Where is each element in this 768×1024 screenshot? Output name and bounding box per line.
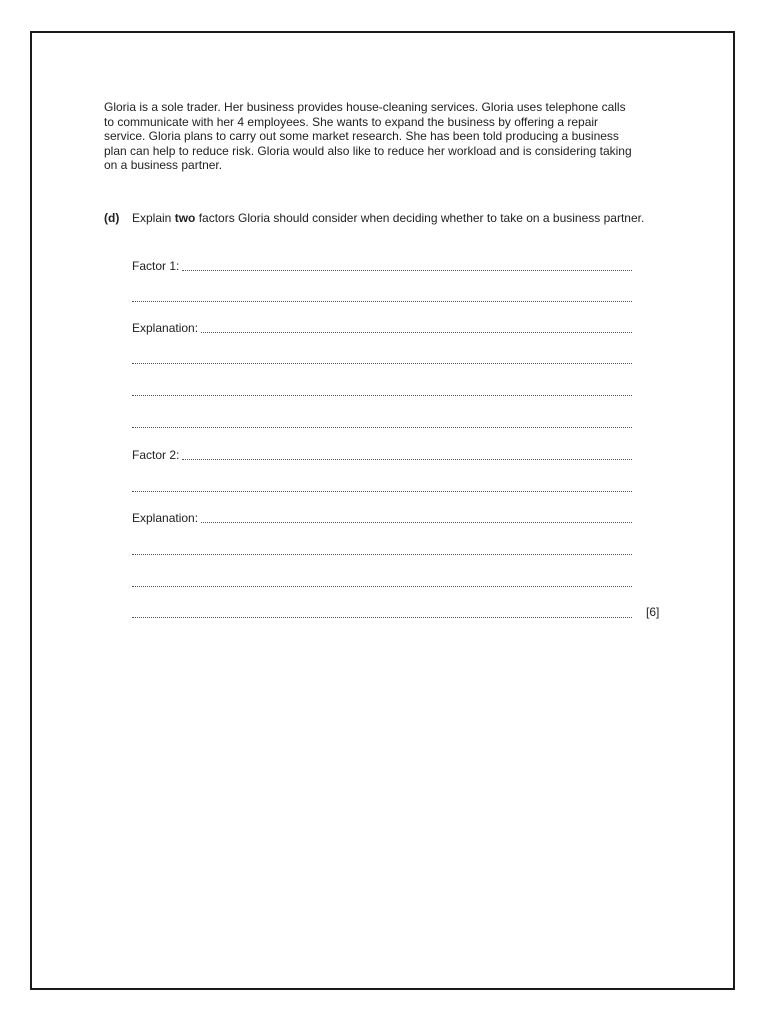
dotted-line bbox=[132, 491, 632, 492]
answer-line[interactable] bbox=[132, 606, 632, 620]
answer-line[interactable] bbox=[132, 480, 632, 494]
answer-line[interactable] bbox=[132, 352, 632, 366]
factor-1-label: Factor 1: bbox=[132, 259, 180, 273]
question-stem bbox=[104, 100, 668, 173]
marks-allocation: [6] bbox=[646, 605, 660, 619]
answer-line[interactable] bbox=[132, 543, 632, 557]
explanation-1-label: Explanation: bbox=[132, 321, 199, 335]
answer-line[interactable] bbox=[132, 575, 632, 589]
dotted-line bbox=[132, 301, 632, 302]
factor-2-line[interactable] bbox=[132, 448, 632, 462]
stem-line: on a business partner. bbox=[104, 158, 223, 172]
dotted-line bbox=[132, 363, 632, 364]
factor-2-label: Factor 2: bbox=[132, 448, 180, 462]
dotted-line bbox=[132, 586, 632, 587]
explanation-1-line[interactable] bbox=[132, 321, 632, 335]
answer-line[interactable] bbox=[132, 416, 632, 430]
question-label: (d) bbox=[104, 211, 120, 225]
dotted-line bbox=[182, 270, 632, 271]
explanation-2-line[interactable] bbox=[132, 511, 632, 525]
dotted-line bbox=[132, 617, 632, 618]
answer-line[interactable] bbox=[132, 290, 632, 304]
answer-line[interactable] bbox=[132, 384, 632, 398]
dotted-line bbox=[132, 554, 632, 555]
stem-line: Gloria is a sole trader. Her business provides house-cleaning services. Gloria uses telephone calls bbox=[104, 100, 626, 114]
stem-line: plan can help to reduce risk. Gloria would also like to reduce her workload and is considering taking bbox=[104, 143, 632, 158]
dotted-line bbox=[201, 522, 632, 523]
dotted-line bbox=[132, 395, 632, 396]
question-text-after: factors Gloria should consider when deciding whether to take on a business partner. bbox=[195, 211, 645, 225]
factor-1-line[interactable] bbox=[132, 259, 632, 273]
dotted-line bbox=[201, 332, 632, 333]
stem-line: to communicate with her 4 employees. She wants to expand the business by offering a repair bbox=[104, 114, 599, 129]
question-text bbox=[132, 211, 652, 225]
stem-line: service. Gloria plans to carry out some market research. She has been told producing a business bbox=[104, 129, 619, 143]
dotted-line bbox=[132, 427, 632, 428]
question-text-bold: two bbox=[174, 211, 196, 225]
question-text-before: Explain bbox=[132, 211, 175, 225]
explanation-2-label: Explanation: bbox=[132, 511, 199, 525]
dotted-line bbox=[182, 459, 632, 460]
